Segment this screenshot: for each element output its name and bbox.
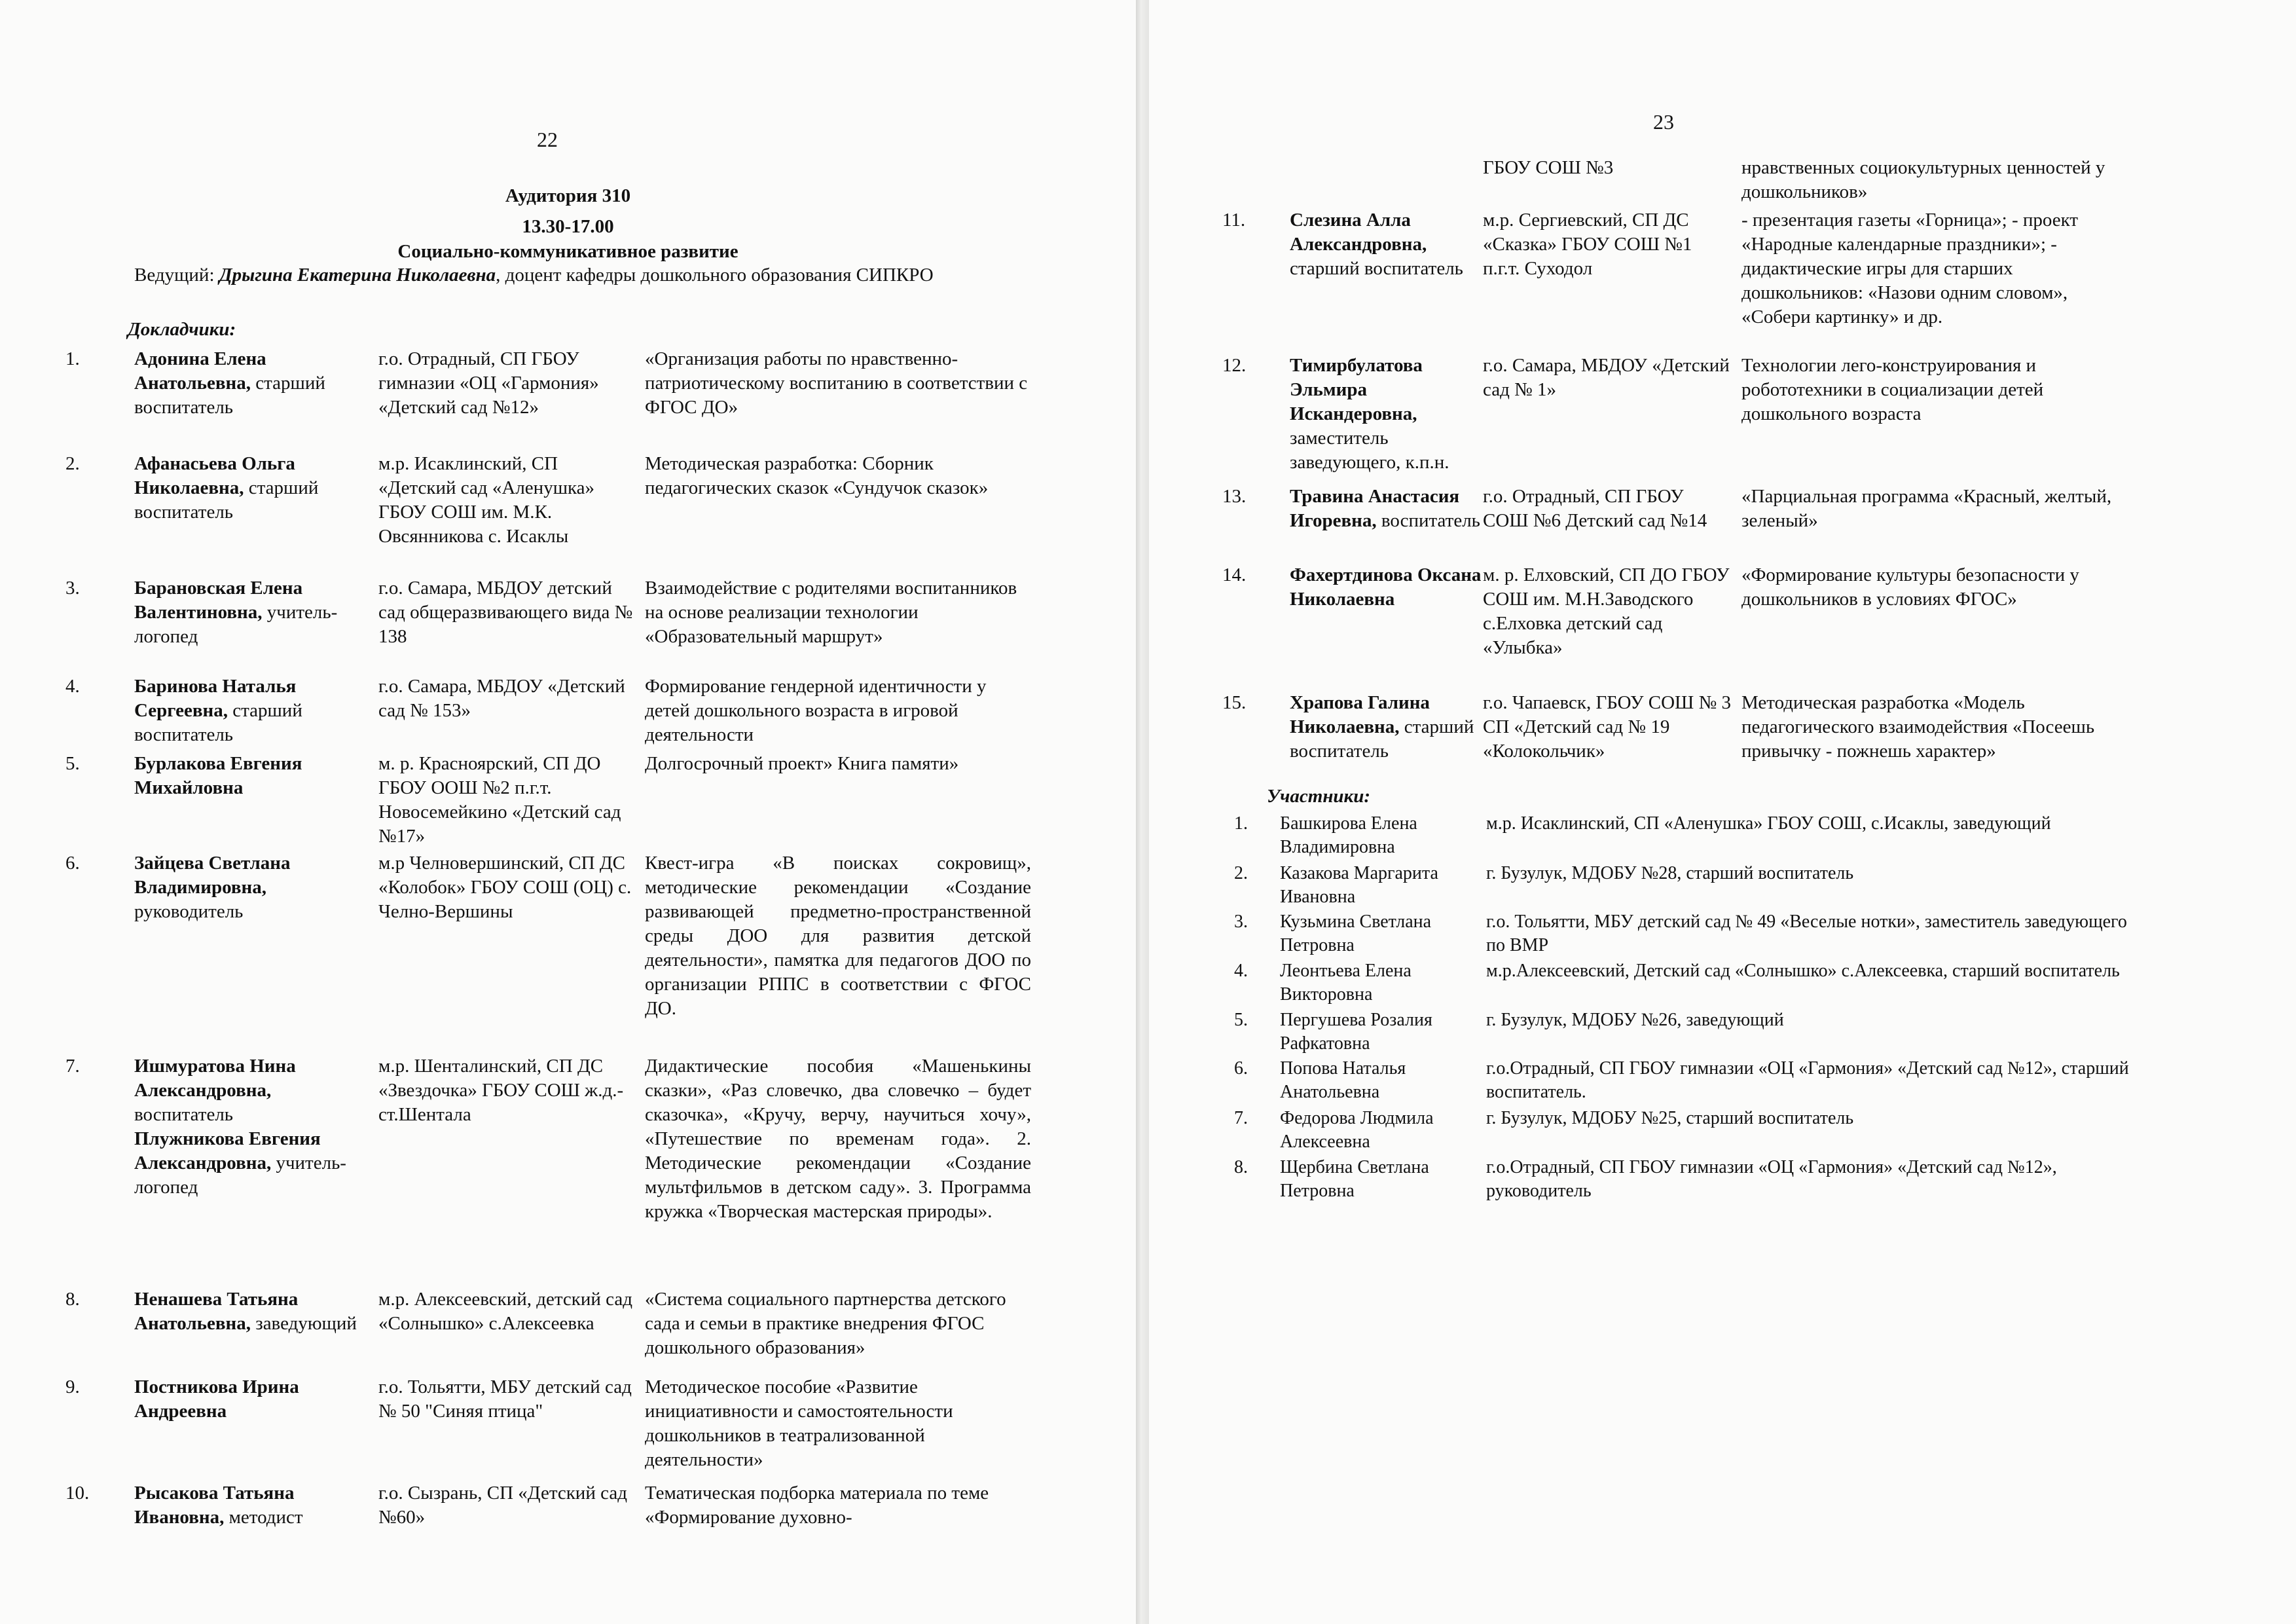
row-number: 2. (65, 453, 80, 474)
speaker-organization: г.о. Чапаевск, ГБОУ СОШ № 3 СП «Детский сад № 19 «Колокольчик» (1483, 692, 1731, 762)
speaker-topic: Дидактические пособия «Машенькины сказки», «Раз словечко, два словечко – будет сказочка», «Кручу, верчу, научиться хочу», «Путешествие по временам года». 2. Методические рекомендации «Создание мультфильмов в детском саду». 3. Программа кружка «Творческая мастерская природы». (645, 1056, 1031, 1222)
moderator-line (65, 263, 1021, 287)
participant-name: Попова Наталья Анатольевна (1280, 1058, 1406, 1102)
participants-label: Участники: (1267, 786, 1371, 807)
speaker-organization: г.о. Самара, МБДОУ «Детский сад № 1» (1483, 355, 1730, 400)
moderator-name: Дрыгина Екатерина Николаевна (219, 265, 496, 286)
speaker-name-bold: Баринова Наталья Сергеевна, (134, 676, 297, 721)
speaker-position: старший воспитатель (134, 373, 325, 418)
speaker-name (134, 347, 370, 420)
speaker-name-bold: Афанасьева Ольга Николаевна, (134, 453, 295, 498)
speaker-position: воспитатель (1381, 510, 1480, 531)
speaker-topic: Методическая разработка «Модель педагогического взаимодействия «Посеешь привычку - пожнешь характер» (1741, 692, 2095, 762)
speakers-label: Докладчики: (128, 319, 236, 340)
participant-number: 2. (1234, 863, 1248, 883)
page-fold (1136, 0, 1149, 1624)
continuation-row (1149, 156, 2296, 208)
speaker-name-bold: Адонина Елена Анатольевна, (134, 348, 266, 394)
speaker-name (134, 1375, 370, 1424)
row-number: 1. (65, 348, 80, 369)
speaker-name (134, 1287, 370, 1336)
speaker-organization: г.о. Отрадный, СП ГБОУ СОШ №6 Детский сад №14 (1483, 486, 1707, 531)
participant-name: Леонтьева Елена Викторовна (1280, 961, 1412, 1005)
moderator-position: , доцент кафедры дошкольного образования СИПКРО (496, 265, 934, 286)
speaker-name (1290, 691, 1486, 764)
speaker-position: заместитель заведующего, к.п.н. (1290, 428, 1449, 473)
speaker-position: старший воспитатель (134, 477, 319, 523)
page-number-left: 22 (537, 128, 558, 151)
participant-number: 7. (1234, 1108, 1248, 1128)
speaker-name (134, 452, 370, 525)
speaker-organization: м.р Челновершинский, СП ДС «Колобок» ГБОУ СОШ (ОЦ) с. Челно-Вершины (378, 853, 632, 922)
speaker-topic: - презентация газеты «Горница»; - проект «Народные календарные праздники»; - дидактические игры для старших дошкольников: «Назови одним словом», «Собери картинку» и др. (1741, 210, 2079, 327)
speaker-name (1290, 485, 1486, 533)
room-title: Аудитория 310 (505, 185, 631, 206)
participant-number: 1. (1234, 813, 1248, 834)
speaker-name (134, 674, 370, 747)
row-number: 9. (65, 1376, 80, 1397)
speaker-organization: г.о. Самара, МБДОУ детский сад общеразвивающего вида № 138 (378, 578, 633, 647)
speaker-name (134, 1481, 370, 1530)
speaker-name (134, 752, 370, 800)
speaker-name-bold: Фахертдинова Оксана Николаевна (1290, 564, 1482, 610)
row-number: 11. (1222, 210, 1246, 231)
speaker-name (134, 576, 370, 649)
speaker-topic: Технологии лего-конструирования и робототехники в социализации детей дошкольного возраста (1741, 355, 2044, 424)
participant-info: г. Бузулук, МДОБУ №26, заведующий (1486, 1010, 1784, 1030)
speaker-name-bold: Травина Анастасия Игоревна, (1290, 486, 1460, 531)
speaker-organization: г.о. Отрадный, СП ГБОУ гимназии «ОЦ «Гармония» «Детский сад №12» (378, 348, 599, 418)
participant-info: г. Бузулук, МДОБУ №28, старший воспитатель (1486, 863, 1854, 883)
speaker-organization: г.о. Самара, МБДОУ «Детский сад № 153» (378, 676, 625, 721)
session-time: 13.30-17.00 (522, 216, 614, 237)
speaker-position: методист (228, 1507, 303, 1528)
participant-name: Федорова Людмила Алексеевна (1280, 1108, 1434, 1152)
speaker-name-bold: Храпова Галина Николаевна, (1290, 692, 1430, 737)
speaker-position-2: учитель-логопед (134, 1153, 346, 1198)
speaker-name (1290, 354, 1486, 475)
row-number: 4. (65, 676, 80, 697)
speaker-name (1290, 208, 1486, 281)
participant-number: 4. (1234, 961, 1248, 981)
speaker-name-bold: Тимирбулатова Эльмира Искандеровна, (1290, 355, 1423, 424)
row-number: 8. (65, 1289, 80, 1310)
row-number: 15. (1222, 692, 1247, 713)
speaker-topic: Взаимодействие с родителями воспитанников на основе реализации технологии «Образовательный маршрут» (645, 578, 1017, 647)
speaker-organization: м.р. Шенталинский, СП ДС «Звездочка» ГБОУ СОШ ж.д.-ст.Шентала (378, 1056, 624, 1125)
speaker-topic: Формирование гендерной идентичности у детей дошкольного возраста в игровой деятельности (645, 676, 987, 745)
speaker-organization: м. р. Красноярский, СП ДО ГБОУ ООШ №2 п.г.т. Новосемейкино «Детский сад №17» (378, 753, 621, 847)
speaker-name-bold: Зайцева Светлана Владимировна, (134, 853, 291, 898)
participant-name: Щербина Светлана Петровна (1280, 1157, 1429, 1201)
speaker-organization: м. р. Елховский, СП ДО ГБОУ СОШ им. М.Н.Заводского с.Елховка детский сад «Улыбка» (1483, 564, 1730, 658)
participant-name: Казакова Маргарита Ивановна (1280, 863, 1438, 907)
moderator-label: Ведущий: (134, 265, 215, 286)
speaker-name (134, 851, 370, 924)
participant-number: 8. (1234, 1157, 1248, 1177)
speaker-topic: Методическая разработка: Сборник педагогических сказок «Сундучок сказок» (645, 453, 989, 498)
speaker-position: воспитатель (134, 1104, 234, 1125)
row-number: 10. (65, 1483, 90, 1504)
right-page (1149, 0, 2296, 1624)
row-number: 7. (65, 1056, 80, 1077)
participant-number: 3. (1234, 912, 1248, 932)
speaker-position: руководитель (134, 901, 244, 922)
row-number: 14. (1222, 564, 1247, 585)
participant-name: Пергушева Розалия Рафкатовна (1280, 1010, 1432, 1054)
participant-info: м.р.Алексеевский, Детский сад «Солнышко» с.Алексеевка, старший воспитатель (1486, 961, 2120, 981)
participant-number: 6. (1234, 1058, 1248, 1079)
speaker-name-bold: Ненашева Татьяна Анатольевна, (134, 1289, 299, 1334)
speaker-organization: г.о. Тольятти, МБУ детский сад № 50 "Синяя птица" (378, 1376, 632, 1422)
speaker-topic: «Формирование культуры безопасности у дошкольников в условиях ФГОС» (1741, 564, 2079, 610)
speaker-organization: м.р. Исаклинский, СП «Детский сад «Аленушка» ГБОУ СОШ им. М.К. Овсянникова с. Исаклы (378, 453, 595, 547)
speaker-topic: Тематическая подборка материала по теме «Формирование духовно- (645, 1483, 989, 1528)
speaker-name-bold: Барановская Елена Валентиновна, (134, 578, 303, 623)
speaker-name-bold: Рысакова Татьяна Ивановна, (134, 1483, 295, 1528)
section-title: Социально-коммуникативное развитие (397, 241, 738, 262)
left-page (0, 0, 1136, 1624)
participant-info: г.о. Тольятти, МБУ детский сад № 49 «Веселые нотки», заместитель заведующего по ВМР (1486, 912, 2127, 955)
participant-info: г.о.Отрадный, СП ГБОУ гимназии «ОЦ «Гармония» «Детский сад №12», руководитель (1486, 1157, 2057, 1201)
speaker-organization: м.р. Алексеевский, детский сад «Солнышко» с.Алексеевка (378, 1289, 633, 1334)
participant-info: м.р. Исаклинский, СП «Аленушка» ГБОУ СОШ, с.Исаклы, заведующий (1486, 813, 2051, 834)
speaker-organization: м.р. Сергиевский, СП ДС «Сказка» ГБОУ СОШ №1 п.г.т. Суходол (1483, 210, 1692, 279)
speaker-topic: Долгосрочный проект» Книга памяти» (645, 753, 959, 774)
speaker-position: старший воспитатель (1290, 258, 1463, 279)
speaker-topic: Квест-игра «В поисках сокровищ», методические рекомендации «Создание развивающей предметно-пространственной среды ДОО для развития детской деятельности», памятка для педагогов ДОО по организации РППС в соответствии с ФГОС ДО. (645, 853, 1031, 1019)
speaker-position: старший воспитатель (134, 700, 302, 745)
speaker-name-bold: Бурлакова Евгения Михайловна (134, 753, 302, 798)
speaker-position: учитель-логопед (134, 602, 338, 647)
row-number: 5. (65, 753, 80, 774)
speaker-topic: Методическое пособие «Развитие инициативности и самостоятельности дошкольников в театрализованной деятельности» (645, 1376, 953, 1470)
participant-info: г. Бузулук, МДОБУ №25, старший воспитатель (1486, 1108, 1854, 1128)
speaker-name (134, 1054, 370, 1200)
participant-name: Кузьмина Светлана Петровна (1280, 912, 1432, 955)
speaker-position: заведующий (255, 1313, 357, 1334)
speaker-topic: «Парциальная программа «Красный, желтый, зеленый» (1741, 486, 2112, 531)
speaker-name-bold: Постникова Ирина Андреевна (134, 1376, 299, 1422)
row-number: 13. (1222, 486, 1247, 507)
continuation-topic: нравственных социокультурных ценностей у дошкольников» (1741, 157, 2105, 202)
row-number: 12. (1222, 355, 1247, 376)
participant-number: 5. (1234, 1010, 1248, 1030)
speaker-organization: г.о. Сызрань, СП «Детский сад №60» (378, 1483, 627, 1528)
speaker-name-bold-2: Плужникова Евгения Александровна, (134, 1128, 321, 1173)
continuation-org: ГБОУ СОШ №3 (1483, 157, 1614, 178)
speaker-position: старший воспитатель (1290, 716, 1474, 762)
speaker-topic: «Организация работы по нравственно-патриотическому воспитанию в соответствии с ФГОС ДО» (645, 348, 1028, 418)
speaker-name (1290, 563, 1486, 612)
participant-name: Башкирова Елена Владимировна (1280, 813, 1417, 857)
participant-info: г.о.Отрадный, СП ГБОУ гимназии «ОЦ «Гармония» «Детский сад №12», старший воспитатель. (1486, 1058, 2129, 1102)
row-number: 3. (65, 578, 80, 599)
page-number-right: 23 (1653, 110, 1674, 134)
speaker-name-bold: Ишмуратова Нина Александровна, (134, 1056, 296, 1101)
speaker-topic: «Система социального партнерства детского сада и семьи в практике внедрения ФГОС дошкольного образования» (645, 1289, 1006, 1358)
speaker-name-bold: Слезина Алла Александровна, (1290, 210, 1427, 255)
row-number: 6. (65, 853, 80, 874)
